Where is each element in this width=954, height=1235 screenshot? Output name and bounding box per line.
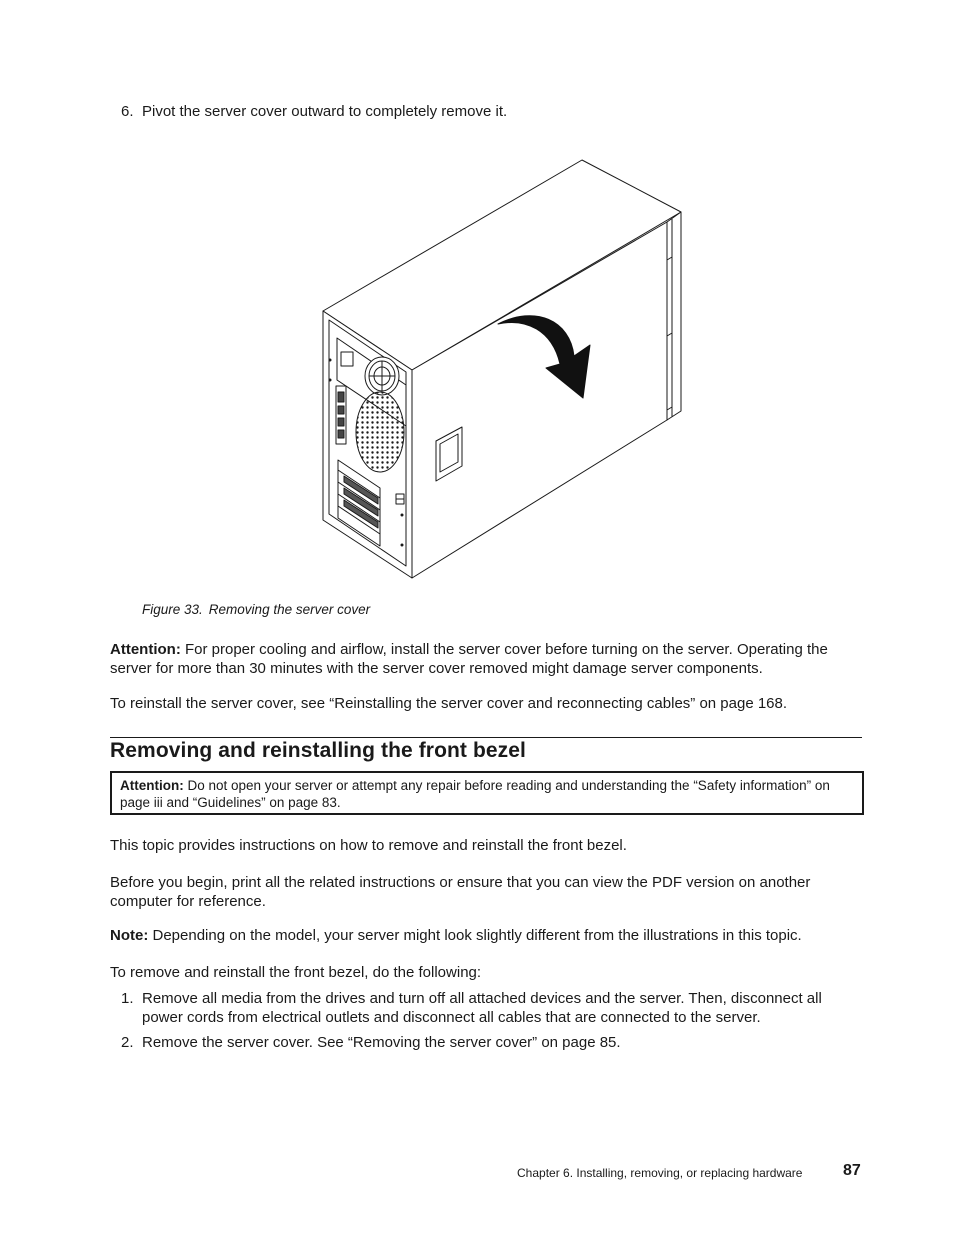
section-heading: Removing and reinstalling the front bezel — [110, 739, 526, 762]
section-rule — [110, 737, 862, 738]
step-number: 6. — [121, 103, 134, 120]
list-item-text: Remove the server cover. See “Removing the server cover” on page 85. — [142, 1034, 621, 1051]
footer-chapter: Chapter 6. Installing, removing, or replacing hardware — [517, 1166, 803, 1180]
reinstall-reference: To reinstall the server cover, see “Reinstalling the server cover and reconnecting cables” on page 168. — [110, 695, 788, 712]
notice-label: Attention: — [120, 778, 184, 793]
attention-paragraph — [110, 640, 862, 678]
note-text: Depending on the model, your server might look slightly different from the illustrations in this topic. — [152, 927, 802, 944]
page-number: 87 — [843, 1162, 861, 1179]
figure-label: Figure 33. — [142, 602, 203, 617]
step-6 — [121, 102, 507, 121]
before-paragraph: Before you begin, print all the related instructions or ensure that you can view the PDF version on another computer for reference. — [110, 874, 811, 910]
note-label: Note: — [110, 927, 149, 944]
figure-title: Removing the server cover — [208, 602, 371, 617]
list-item-number: 2. — [121, 1034, 134, 1051]
server-cover-illustration — [300, 150, 700, 590]
list-item — [121, 989, 862, 1027]
intro-paragraph: This topic provides instructions on how to remove and reinstall the front bezel. — [110, 837, 627, 854]
notice-text: Do not open your server or attempt any repair before reading and understanding the “Safety information” on page iii and “Guidelines” on page 83. — [120, 778, 830, 810]
figure-caption — [142, 602, 370, 617]
front-bezel-edge — [667, 212, 681, 420]
procedure-lead: To remove and reinstall the front bezel, do the following: — [110, 964, 482, 981]
list-item — [121, 1033, 862, 1052]
attention-text: For proper cooling and airflow, install the server cover before turning on the server. Operating the server for more than 30 minutes with the server cover removed might damage server components. — [110, 641, 828, 677]
safety-notice-box — [110, 771, 864, 815]
note-paragraph — [110, 926, 862, 945]
fan-grille — [356, 392, 404, 472]
list-item-text: Remove all media from the drives and turn off all attached devices and the server. Then, disconnect all power cords from electrical outlets and disconnect all cables that are connected to the server. — [142, 990, 822, 1026]
list-item-number: 1. — [121, 990, 134, 1007]
step-text: Pivot the server cover outward to completely remove it. — [142, 103, 508, 120]
attention-label: Attention: — [110, 641, 181, 658]
